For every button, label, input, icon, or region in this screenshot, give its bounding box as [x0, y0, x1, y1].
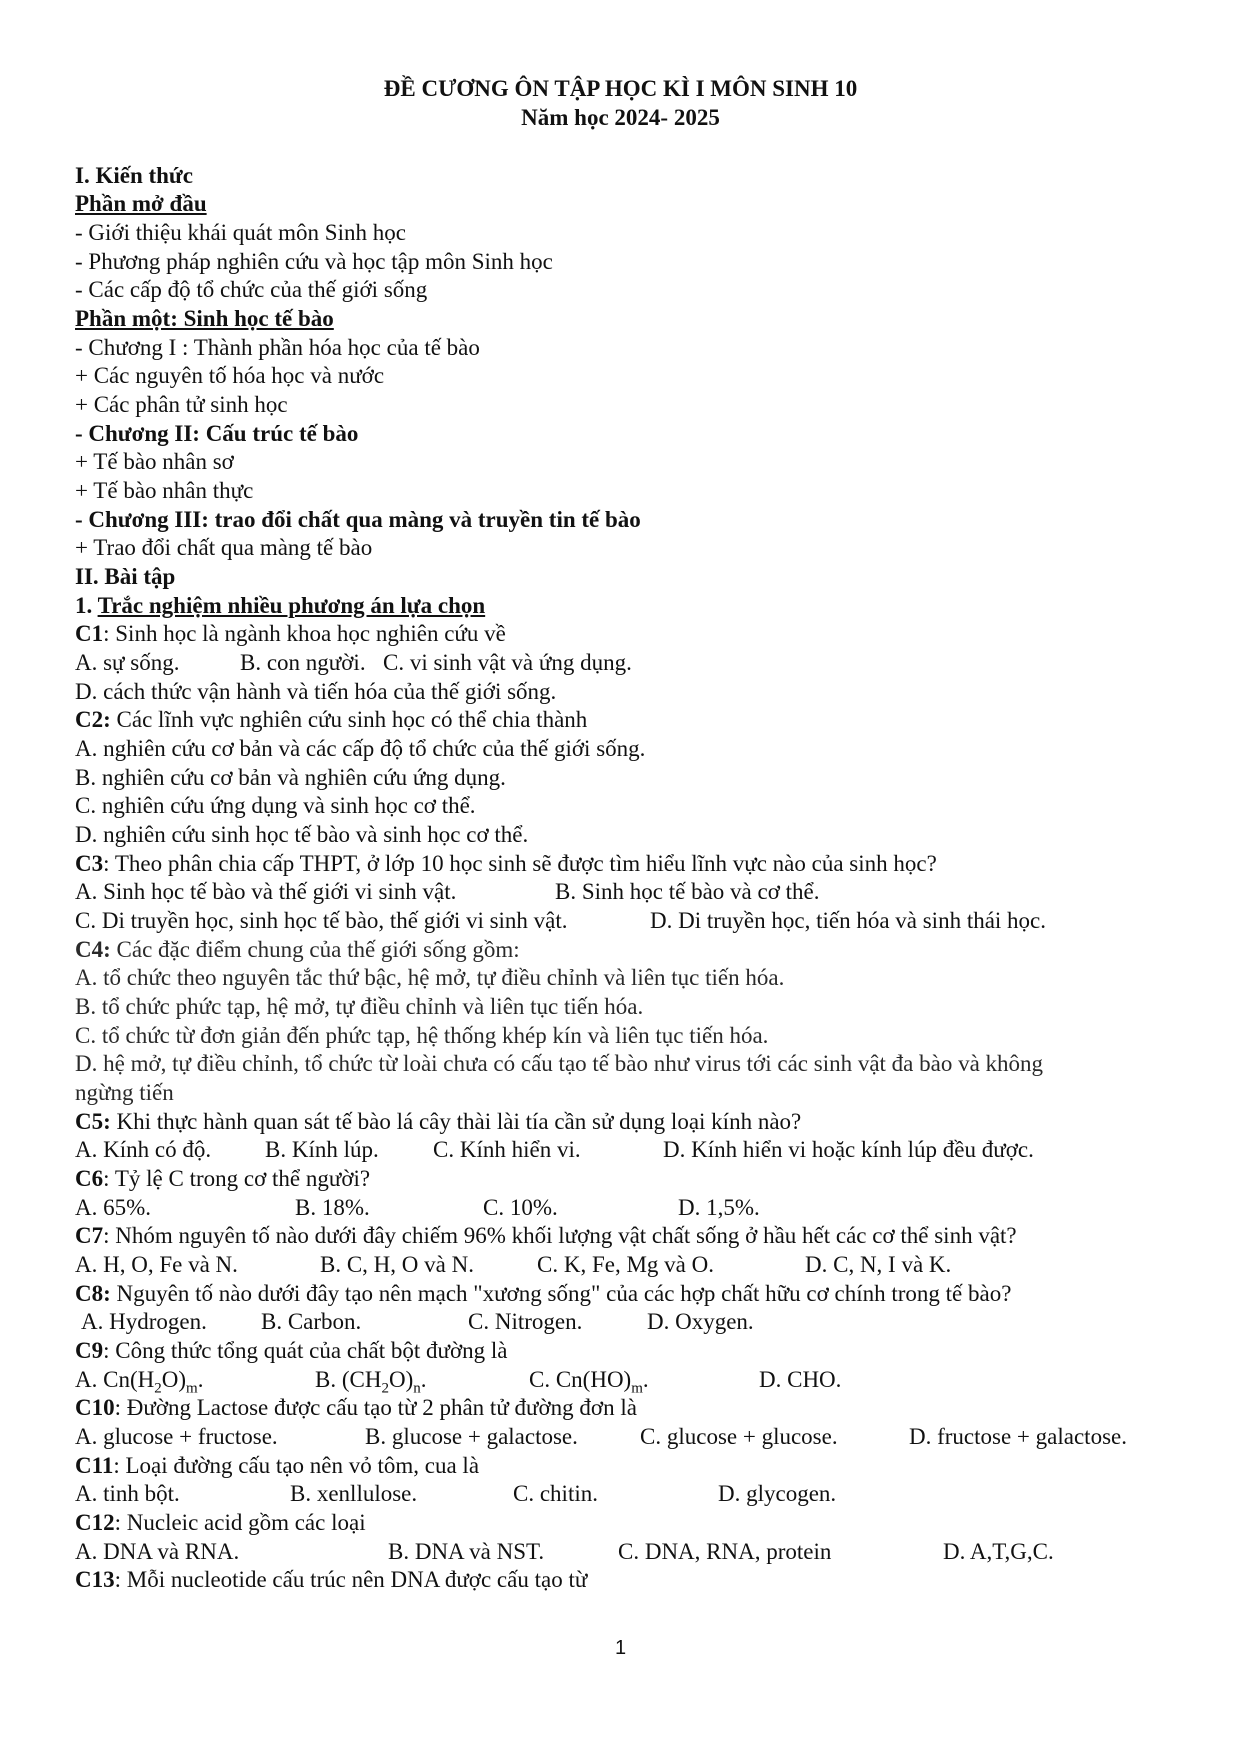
question-c2: C2: Các lĩnh vực nghiên cứu sinh học có thể chia thành	[75, 707, 588, 732]
option-b: B. con người.	[240, 650, 366, 675]
option-b: B. xenllulose.	[290, 1481, 418, 1506]
document-title: ĐỀ CƯƠNG ÔN TẬP HỌC KÌ I MÔN SINH 10	[383, 76, 858, 101]
option-b: B. Carbon.	[261, 1309, 362, 1334]
option-b: B. C, H, O và N.	[320, 1252, 474, 1277]
chapter-item: + Các nguyên tố hóa học và nước	[75, 363, 385, 388]
option-d: D. A,T,G,C.	[943, 1539, 1054, 1564]
document-subtitle: Năm học 2024- 2025	[521, 105, 720, 130]
option-c: C. DNA, RNA, protein	[618, 1539, 832, 1564]
option-c: C. glucose + glucose.	[640, 1424, 838, 1449]
option-b: B. glucose + galactose.	[365, 1424, 578, 1449]
page-number: 1	[614, 1637, 627, 1659]
intro-item: - Giới thiệu khái quát môn Sinh học	[75, 220, 406, 245]
question-c11: C11: Loại đường cấu tạo nên vỏ tôm, cua là	[75, 1453, 480, 1478]
option-c: C. tổ chức từ đơn giản đến phức tạp, hệ thống khép kín và liên tục tiến hóa.	[75, 1023, 769, 1048]
option-d: D. Di truyền học, tiến hóa và sinh thái học.	[650, 908, 1047, 933]
option-d: D. fructose + galactose.	[909, 1424, 1127, 1449]
chapter-item: + Trao đổi chất qua màng tế bào	[75, 535, 373, 560]
option-c: C. Kính hiển vi.	[433, 1137, 581, 1162]
chapter-item: + Các phân tử sinh học	[75, 392, 288, 417]
chapter-1: - Chương I : Thành phần hóa học của tế bào	[75, 335, 480, 360]
option-d: D. cách thức vận hành và tiến hóa của thế giới sống.	[75, 679, 557, 704]
question-c1: C1: Sinh học là ngành khoa học nghiên cứu về	[75, 621, 506, 646]
option-b: B. $(CH_2O)_n$.	[315, 1367, 427, 1397]
question-c3: C3: Theo phân chia cấp THPT, ở lớp 10 học sinh sẽ được tìm hiểu lĩnh vực nào của sinh học?	[75, 851, 937, 876]
option-b: B. 18%.	[295, 1195, 370, 1220]
option-d: D. nghiên cứu sinh học tế bào và sinh học cơ thể.	[75, 822, 529, 847]
heading-knowledge: I. Kiến thức	[75, 163, 193, 188]
chapter-item: + Tế bào nhân thực	[75, 478, 254, 503]
option-c: C. vi sinh vật và ứng dụng.	[383, 650, 632, 675]
option-d: D. 1,5%.	[678, 1195, 760, 1220]
question-c13: C13: Mỗi nucleotide cấu trúc nên DNA được cấu tạo từ	[75, 1567, 588, 1592]
question-c10: C10: Đường Lactose được cấu tạo từ 2 phân tử đường đơn là	[75, 1395, 637, 1420]
option-c: C. $Cn(HO)_m$.	[529, 1367, 649, 1397]
heading-intro: Phần mở đầu	[75, 191, 207, 216]
option-c: C. Di truyền học, sinh học tế bào, thế giới vi sinh vật.	[75, 908, 568, 933]
intro-item: - Các cấp độ tổ chức của thế giới sống	[75, 277, 428, 302]
option-c: C. Nitrogen.	[468, 1309, 583, 1334]
option-a: A. H, O, Fe và N.	[75, 1252, 238, 1277]
option-c: C. nghiên cứu ứng dụng và sinh học cơ thể.	[75, 793, 476, 818]
option-a: A. tinh bột.	[75, 1481, 180, 1506]
question-c6: C6: Tỷ lệ C trong cơ thể người?	[75, 1166, 371, 1191]
option-d: D. CHO.	[759, 1367, 842, 1392]
option-d-continued: ngừng tiến	[75, 1080, 174, 1105]
chapter-2: - Chương II: Cấu trúc tế bào	[75, 421, 359, 446]
chapter-item: + Tế bào nhân sơ	[75, 449, 234, 474]
option-a: A. 65%.	[75, 1195, 152, 1220]
option-b: B. DNA và NST.	[388, 1539, 545, 1564]
option-a: A. sự sống.	[75, 650, 180, 675]
question-c9: C9: Công thức tổng quát của chất bột đường là	[75, 1338, 508, 1363]
option-b: B. nghiên cứu cơ bản và nghiên cứu ứng dụng.	[75, 765, 506, 790]
question-c7: C7: Nhóm nguyên tố nào dưới đây chiếm 96% khối lượng vật chất sống ở hầu hết các cơ thể sinh vật?	[75, 1223, 1017, 1248]
option-d: D. Oxygen.	[647, 1309, 754, 1334]
option-a: A. DNA và RNA.	[75, 1539, 240, 1564]
heading-exercises: II. Bài tập	[75, 564, 176, 589]
question-c12: C12: Nucleic acid gồm các loại	[75, 1510, 366, 1535]
option-c: C. chitin.	[513, 1481, 598, 1506]
option-d: D. C, N, I và K.	[805, 1252, 952, 1277]
option-a: A. tổ chức theo nguyên tắc thứ bậc, hệ mở, tự điều chỉnh và liên tục tiến hóa.	[75, 965, 785, 990]
option-d: D. hệ mở, tự điều chỉnh, tổ chức từ loài chưa có cấu tạo tế bào như virus tới các sinh vật đa bào và không	[75, 1051, 1044, 1076]
question-c4: C4: Các đặc điểm chung của thế giới sống gồm:	[75, 937, 520, 962]
option-b: B. Kính lúp.	[265, 1137, 379, 1162]
chapter-3: - Chương III: trao đổi chất qua màng và truyền tin tế bào	[75, 507, 641, 532]
heading-multiple-choice: 1. Trắc nghiệm nhiều phương án lựa chọn	[75, 593, 486, 618]
option-d: D. glycogen.	[718, 1481, 837, 1506]
option-a: A. $Cn(H_2O)_m$.	[75, 1367, 204, 1397]
option-a: A. Hydrogen.	[81, 1309, 207, 1334]
option-a: A. glucose + fructose.	[75, 1424, 278, 1449]
option-a: A. Sinh học tế bào và thế giới vi sinh vật.	[75, 879, 457, 904]
option-a: A. nghiên cứu cơ bản và các cấp độ tổ chức của thế giới sống.	[75, 736, 646, 761]
option-b: B. tổ chức phức tạp, hệ mở, tự điều chỉnh và liên tục tiến hóa.	[75, 994, 644, 1019]
option-c: C. K, Fe, Mg và O.	[537, 1252, 714, 1277]
question-c8: C8: Nguyên tố nào dưới đây tạo nên mạch "xương sống" của các hợp chất hữu cơ chính trong tế bào?	[75, 1281, 1012, 1306]
question-c5: C5: Khi thực hành quan sát tế bào lá cây thài lài tía cần sử dụng loại kính nào?	[75, 1109, 802, 1134]
heading-section-one: Phần một: Sinh học tế bào	[75, 306, 334, 331]
option-d: D. Kính hiển vi hoặc kính lúp đều được.	[663, 1137, 1034, 1162]
option-b: B. Sinh học tế bào và cơ thể.	[555, 879, 820, 904]
intro-item: - Phương pháp nghiên cứu và học tập môn Sinh học	[75, 249, 553, 274]
option-c: C. 10%.	[483, 1195, 558, 1220]
option-a: A. Kính có độ.	[75, 1137, 212, 1162]
